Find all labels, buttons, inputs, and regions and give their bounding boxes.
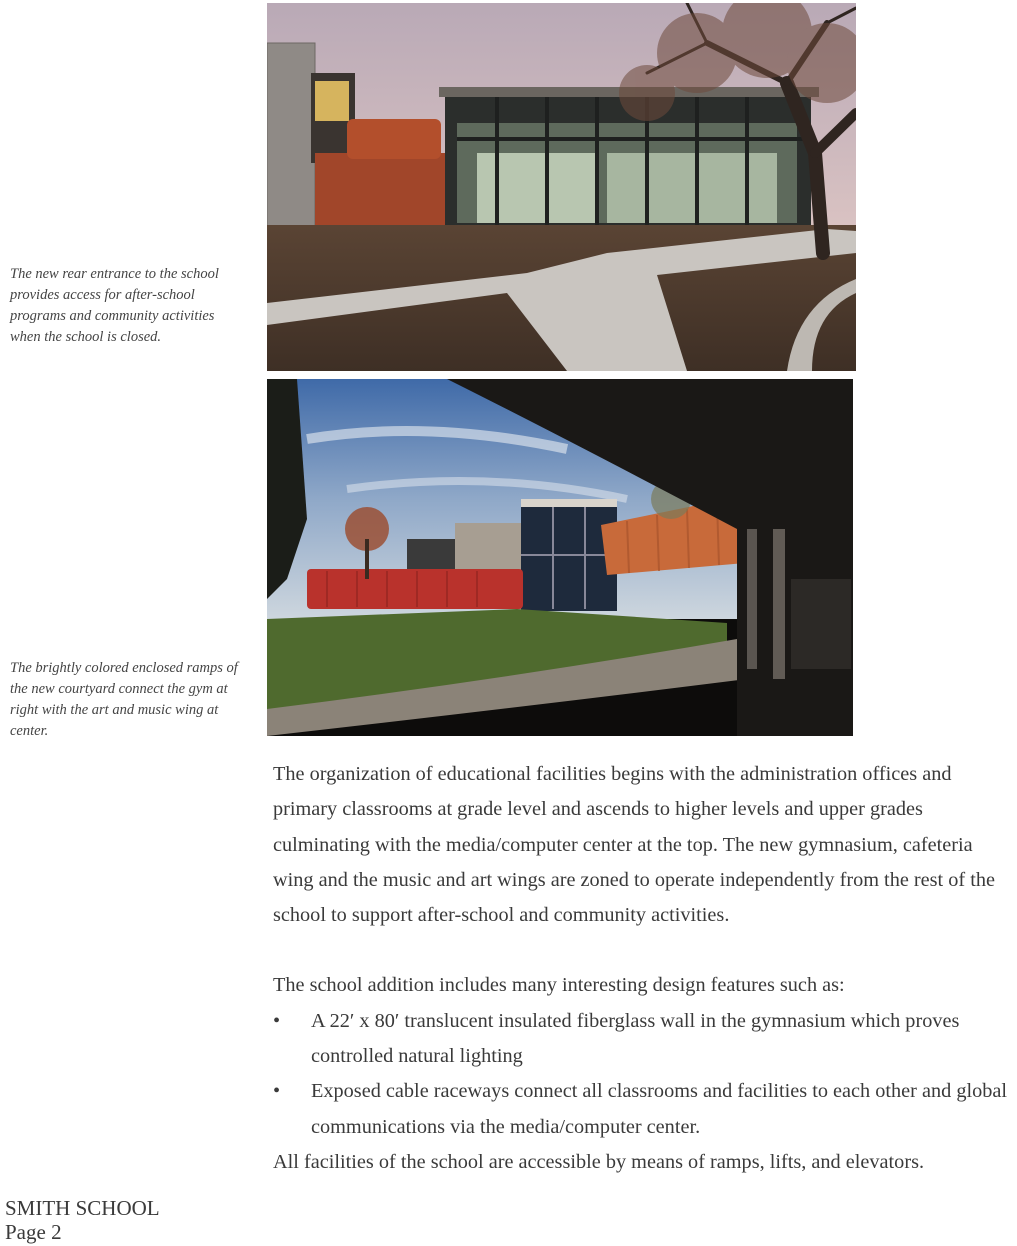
list-item (273, 1074, 1013, 1145)
closing-paragraph: All facilities of the school are accessible by means of ramps, lifts, and elevators. (273, 1150, 925, 1173)
page-footer (5, 1196, 160, 1244)
features-intro: The school addition includes many interesting design features such as: (273, 974, 845, 997)
feature-text: Exposed cable raceways connect all classrooms and facilities to each other and global communications via the media/computer center. (311, 1080, 1008, 1138)
bullet-icon: • (273, 1080, 281, 1103)
bullet-icon: • (273, 1009, 281, 1032)
school-name: SMITH SCHOOL (5, 1196, 160, 1220)
caption-rear-entrance: The new rear entrance to the school provides access for after-school programs and community activities when the school is closed. (10, 266, 219, 345)
caption-courtyard-ramps: The brightly colored enclosed ramps of the new courtyard connect the gym at right with the art and music wing at center. (10, 660, 238, 739)
list-item (273, 1004, 1013, 1075)
page-number: Page 2 (5, 1220, 62, 1244)
photo-courtyard-ramps (267, 379, 853, 736)
features-list (273, 1004, 1013, 1145)
body-paragraph: The organization of educational facilities begins with the administration offices and primary classrooms at grade level and ascends to higher levels and upper grades culminating with the media/computer center at the top. The new gymnasium, cafeteria wing and the music and art wings are zoned to operate independently from the rest of the school to support after-school and community activities. (273, 763, 996, 927)
feature-text: A 22′ x 80′ translucent insulated fiberglass wall in the gymnasium which proves controlled natural lighting (311, 1009, 960, 1068)
photo-rear-entrance (267, 3, 856, 371)
body-text (273, 757, 1013, 1180)
